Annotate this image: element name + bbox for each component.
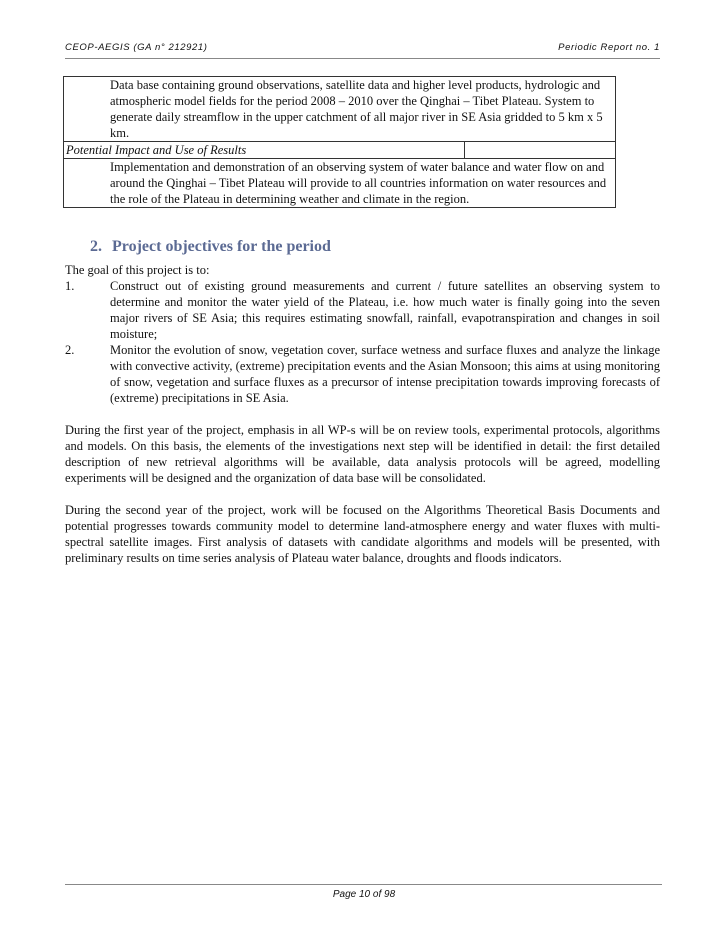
header-project-id: CEOP-AEGIS (GA n° 212921) bbox=[65, 42, 208, 53]
body-content bbox=[65, 262, 660, 566]
list-text: Construct out of existing ground measurements and current / future satellites an observing system to determine and monitor the water yield of the Plateau, i.e. how much water is finally going into the seven major rivers of SE Asia; this requires estimating snowfall, rainfall, evapotranspiration and changes in soil moisture; bbox=[110, 279, 660, 341]
list-text: Monitor the evolution of snow, vegetation cover, surface wetness and surface fluxes and analyze the linkage with convective activity, (extreme) precipitation events and the Asian Monsoon; this aims at using monitoring of snow, vegetation and surface fluxes as a precursor of intense precipitation towards improving forecasts of (extreme) precipitations in SE Asia. bbox=[110, 343, 660, 405]
empty-cell bbox=[465, 142, 616, 159]
section-title: Project objectives for the period bbox=[112, 238, 331, 255]
results-description-cell: Data base containing ground observations, satellite data and higher level products, hydrologic and atmospheric model fields for the period 2008 – 2010 over the Qinghai – Tibet Plateau. System to generate daily streamflow in the upper catchment of all major river in SE Asia gridded to 5 km x 5 km. bbox=[64, 77, 616, 142]
results-table bbox=[63, 76, 616, 208]
table-row bbox=[64, 77, 616, 142]
impact-description-cell: Implementation and demonstration of an observing system of water balance and water flow on and around the Qinghai – Tibet Plateau will provide to all countries information on water resources and the role of the Plateau in determining weather and climate in the region. bbox=[64, 159, 616, 208]
section-heading bbox=[90, 238, 331, 256]
page-number: Page 10 of 98 bbox=[332, 889, 396, 900]
paragraph-first-year: During the first year of the project, emphasis in all WP-s will be on review tools, experimental protocols, algorithms and models. On this basis, the elements of the investigations next step will be identified in detail: the first detailed description of new retrieval algorithms will be available, data analysis protocols will be agreed, modelling experiments will be designed and the organization of data base will be consolidated. bbox=[65, 423, 660, 485]
header-report-title: Periodic Report no. 1 bbox=[558, 42, 660, 53]
table-row bbox=[64, 159, 616, 208]
table-row bbox=[64, 142, 616, 159]
list-item bbox=[65, 278, 660, 342]
list-number: 2. bbox=[65, 343, 75, 357]
impact-label: Potential Impact and Use of Results bbox=[64, 142, 465, 159]
list-number: 1. bbox=[65, 279, 75, 293]
intro-text: The goal of this project is to: bbox=[65, 263, 210, 277]
section-number: 2. bbox=[90, 238, 102, 255]
footer-divider bbox=[65, 884, 662, 885]
page-header bbox=[65, 40, 660, 59]
list-item bbox=[65, 342, 660, 406]
paragraph-second-year: During the second year of the project, work will be focused on the Algorithms Theoretical Basis Documents and potential progresses towards community model to determine land-atmosphere energy and water fluxes with multi-spectral satellite images. First analysis of datasets with candidate algorithms and models will be presented, with preliminary results on time series analysis of Plateau water balance, droughts and floods indicators. bbox=[65, 503, 660, 565]
